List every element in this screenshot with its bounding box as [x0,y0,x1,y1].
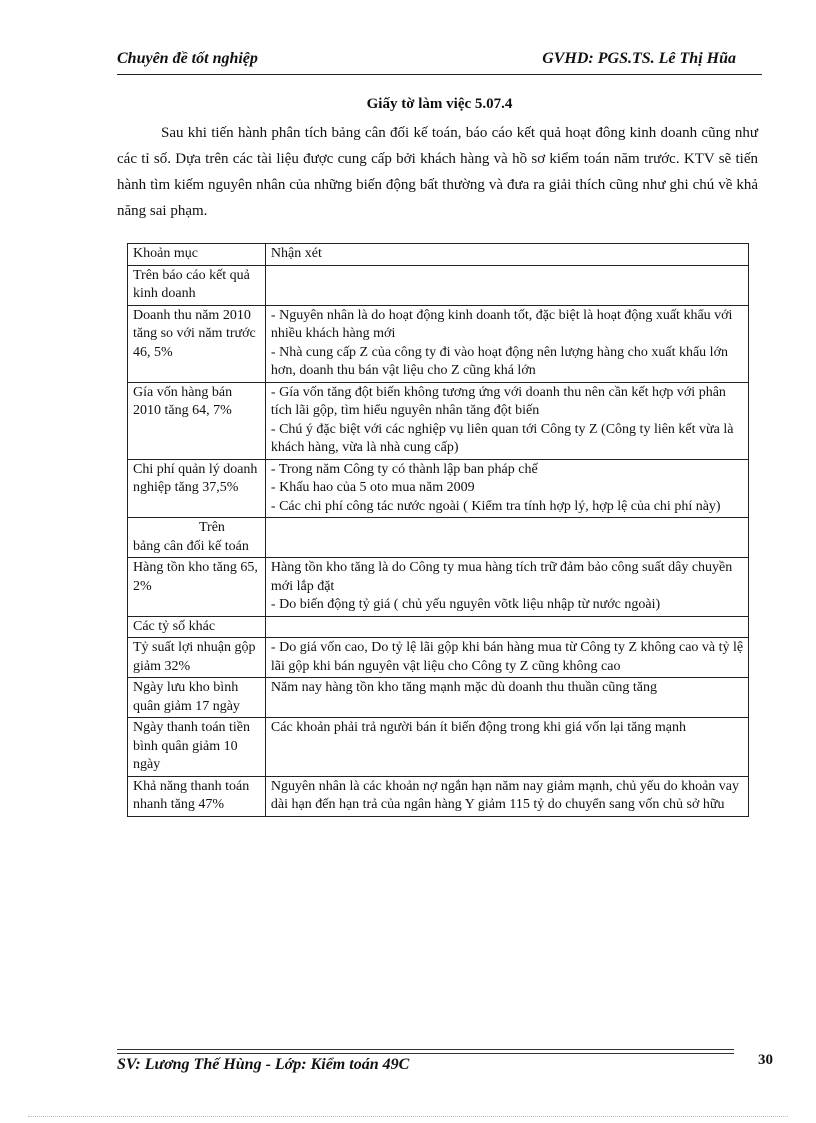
table-row [128,678,749,718]
intro-paragraph: Sau khi tiến hành phân tích bảng cân đối kế toán, báo cáo kết quả hoạt đông kinh doanh cũng như các tỉ số. Dựa trên các tài liệu được cung cấp bởi khách hàng và hồ sơ kiểm toán năm trước. KTV sẽ tiến hành tìm kiếm nguyên nhân của những biến động bất thường và đưa ra giải thích cũng như ghi chú về khả năng sai phạm. [117,125,758,219]
note-line: - Nhà cung cấp Z của công ty đi vào hoạt động nên lượng hàng cho xuất khẩu lớn hơn, doanh thu bán vật liệu cho Z cũng khá lớn [270,344,728,378]
header-topic: Chuyên đề tốt nghiệp [117,50,258,67]
notes-cell [265,305,748,382]
analysis-table [127,243,749,817]
table-body [128,265,749,816]
table-row [128,459,749,518]
note-line: Hàng tồn kho tăng là do Công ty mua hàng tích trữ đảm bảo công suất dây chuyền mới lắp đặt [270,560,733,594]
table-header-row [128,244,749,266]
notes-cell [265,382,748,459]
notes-cell [265,459,748,518]
note-line: - Do giá vốn cao, Do tỷ lệ lãi gộp khi bán hàng mua từ Công ty Z không cao và tỷ lệ lãi gộp khi bán nguyên vật liệu cho Công ty Z cũng không cao [270,640,744,674]
footer-rule [117,1049,734,1050]
table-row [128,638,749,678]
column-header-notes: Nhận xét [265,244,748,266]
note-line: - Nguyên nhân là do hoạt động kinh doanh tốt, đặc biệt là hoạt động xuất khẩu với nhiều khách hàng mới [270,307,733,341]
note-line: - Gía vốn tăng đột biến không tương ứng với doanh thu nên cần kết hợp với phân tích lãi gộp, tìm hiểu nguyên nhân tăng đột biến [270,384,726,418]
section-label: Trên báo cáo kết quả kinh doanh [128,265,266,305]
section-label: Các tỷ số khác [128,616,266,638]
note-line: - Chú ý đặc biệt với các nghiệp vụ liên quan tới Công ty Z (Công ty liên kết vừa là khách hàng, vừa là nhà cung cấp) [270,421,734,455]
item-cell: Chi phí quản lý doanh nghiệp tăng 37,5% [128,459,266,518]
table-section-row [128,616,749,638]
note-line: Năm nay hàng tồn kho tăng mạnh mặc dù doanh thu thuần cũng tăng [270,680,658,695]
table-section-row [128,518,749,558]
table-row [128,305,749,382]
page-number: 30 [758,1052,773,1068]
item-cell: Ngày thanh toán tiền bình quân giảm 10 ngày [128,718,266,777]
note-line: - Trong năm Công ty có thành lập ban pháp chế [270,461,538,477]
table-row [128,558,749,617]
item-cell: Ngày lưu kho bình quân giảm 17 ngày [128,678,266,718]
section-title: Giấy tờ làm việc 5.07.4 [366,96,513,112]
notes-cell [265,678,748,718]
note-line: Các khoản phải trả người bán ít biến động trong khi giá vốn lại tăng mạnh [270,720,686,735]
notes-cell [265,638,748,678]
table-row [128,776,749,816]
table-section-row [128,265,749,305]
notes-cell [265,518,748,558]
section-label-part: Trên [199,520,225,535]
footer-rule-double [117,1053,734,1054]
page-header [117,48,762,75]
notes-cell [265,616,748,638]
item-cell: Tỷ suất lợi nhuận gộp giảm 32% [128,638,266,678]
table-row [128,718,749,777]
note-line: Nguyên nhân là các khoản nợ ngắn hạn năm nay giảm mạnh, chủ yếu do khoản vay dài hạn đến hạn trả của ngân hàng Y giảm 115 tỷ do chuyển sang vốn chủ sở hữu [270,778,740,812]
note-line: - Các chi phí công tác nước ngoài ( Kiểm tra tính hợp lý, hợp lệ của chi phí này) [270,498,721,514]
table-row [128,382,749,459]
notes-cell [265,558,748,617]
item-cell: Khả năng thanh toán nhanh tăng 47% [128,776,266,816]
column-header-item: Khoản mục [128,244,266,266]
notes-cell [265,718,748,777]
section-label [128,518,266,558]
item-cell: Doanh thu năm 2010 tăng so với năm trước 46, 5% [128,305,266,382]
header-supervisor: GVHD: PGS.TS. Lê Thị Hũa [542,50,736,67]
section-label-part: bảng cân đối kế toán [133,538,249,554]
page-bottom-border [28,1116,788,1117]
footer-student: SV: Lương Thế Hùng - Lớp: Kiểm toán 49C [117,1056,410,1073]
note-line: - Do biến động tỷ giá ( chủ yếu nguyên võtk liệu nhập từ nước ngoài) [270,597,661,612]
notes-cell [265,265,748,305]
item-cell: Hàng tồn kho tăng 65, 2% [128,558,266,617]
note-line: - Khấu hao của 5 oto mua năm 2009 [270,480,475,495]
notes-cell [265,776,748,816]
item-cell: Gía vốn hàng bán 2010 tăng 64, 7% [128,382,266,459]
